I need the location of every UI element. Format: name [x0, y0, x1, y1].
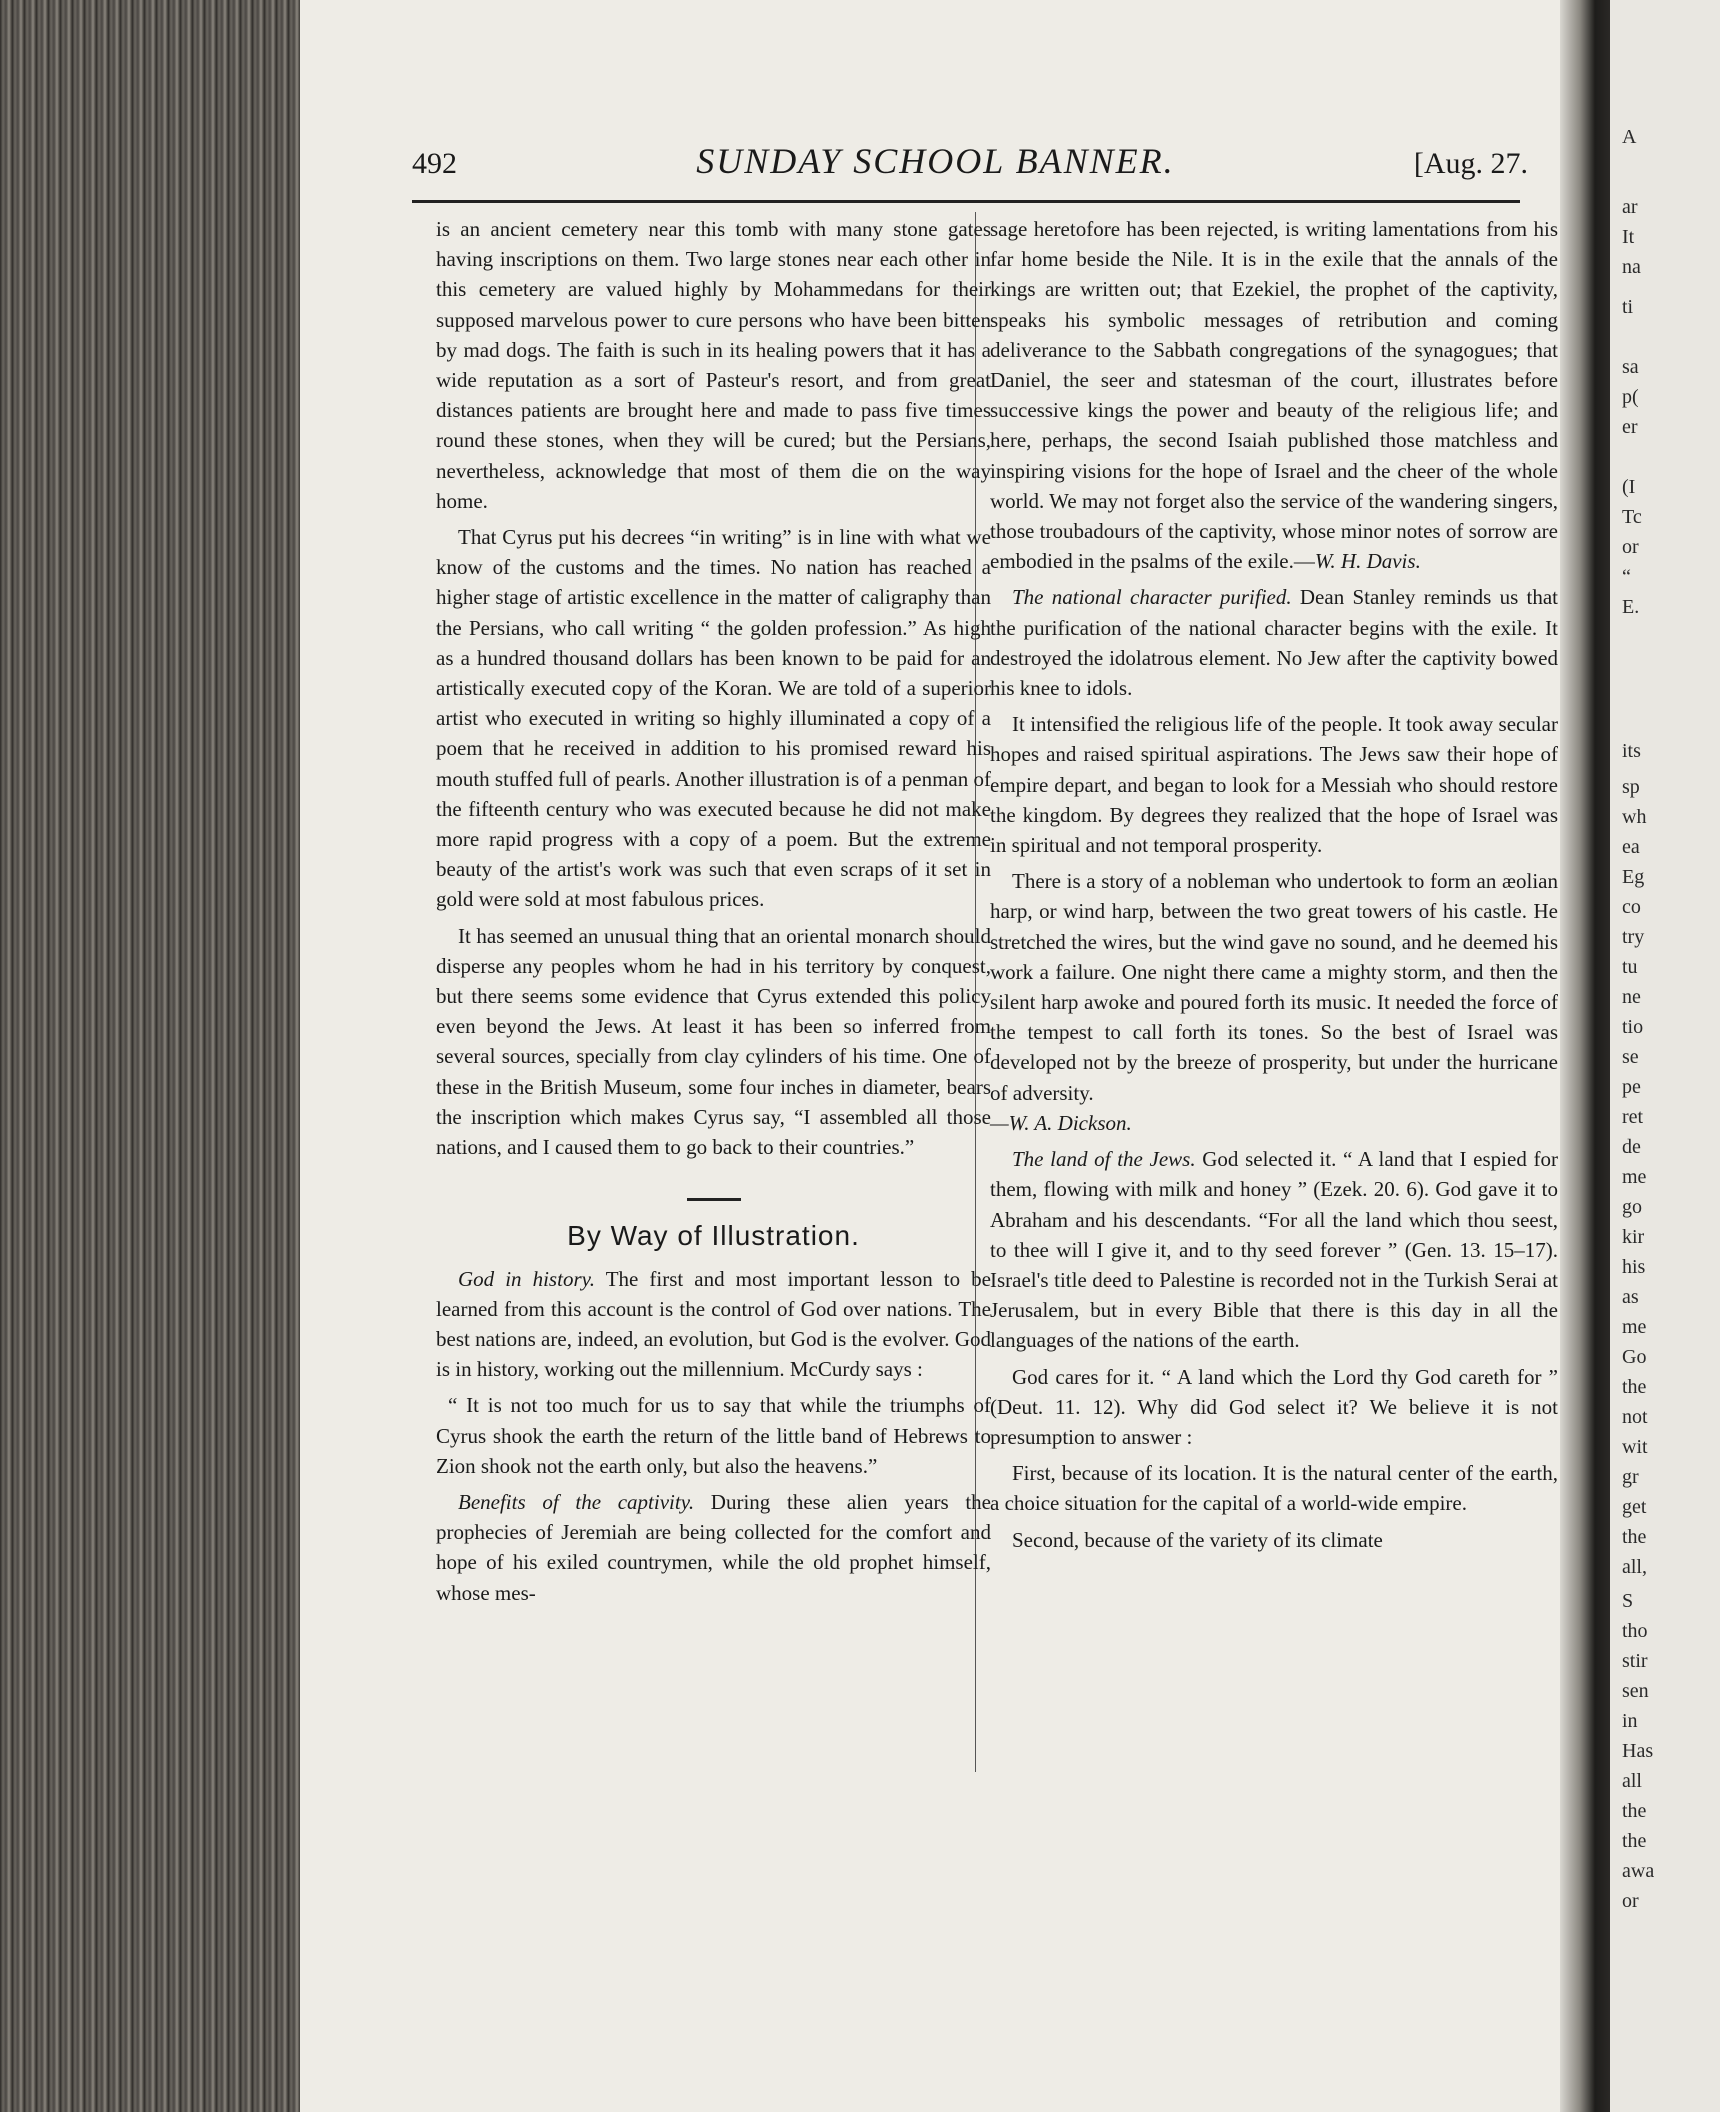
attribution: —W. A. Dickson. — [990, 1110, 1132, 1135]
paragraph-lead: The national character purified. — [1012, 585, 1292, 610]
quotation: “ It is not too much for us to say that while the triumphs of Cyrus shook the earth the return of the little band of Hebrews to Zion shook not the earth only, but also the heavens.” — [436, 1393, 991, 1478]
facing-page-text: in — [1622, 1710, 1638, 1732]
facing-page-text: Tc — [1622, 506, 1642, 528]
facing-page-text: all, — [1622, 1556, 1647, 1578]
facing-page-text: gr — [1622, 1466, 1639, 1488]
facing-page-text: the — [1622, 1526, 1647, 1548]
facing-page-text: tho — [1622, 1620, 1648, 1642]
paragraph — [436, 1264, 991, 1385]
facing-page-text: co — [1622, 896, 1641, 918]
facing-page-text: na — [1622, 256, 1641, 278]
facing-page-text: er — [1622, 416, 1638, 438]
facing-page-text: A — [1622, 126, 1637, 148]
facing-page-text: go — [1622, 1196, 1642, 1218]
facing-page-text: as — [1622, 1286, 1639, 1308]
page-number: 492 — [412, 147, 457, 180]
section-separator — [687, 1198, 741, 1201]
facing-page-text: ne — [1622, 986, 1641, 1008]
facing-page-text: Go — [1622, 1346, 1647, 1368]
paragraph — [990, 866, 1558, 1138]
facing-page-text: all — [1622, 1770, 1642, 1792]
paragraph — [436, 1487, 991, 1608]
publication-title: SUNDAY SCHOOL BANNER. — [696, 141, 1175, 181]
left-column — [436, 214, 991, 1614]
paragraph-body: God selected it. “ A land that I espied for them, flowing with milk and honey ” (Ezek. 20. 6). God gave it to Abraham and his descendants. “For all the land which thou seest, to thee will I give it, and to thy seed forever ” (Gen. 13. 15–17). Israel's title deed to Palestine is recorded not in the Turkish Serai at Jerusalem, but in every Bible that there is this day in all the languages of the nations of the earth. — [990, 1147, 1558, 1353]
paragraph — [990, 214, 1558, 576]
facing-page-text: awa — [1622, 1860, 1655, 1882]
paragraph-body: There is a story of a nobleman who undertook to form an æolian harp, or wind harp, between the two great towers of his castle. He stretched the wires, but the wind gave no sound, and he deemed his work a failure. One night there came a mighty storm, and then the silent harp awoke and poured forth its music. It needed the force of the tempest to call forth its tones. So the best of Israel was developed not by the breeze of prosperity, but under the hurricane of adversity. — [990, 869, 1558, 1105]
facing-page-text: the — [1622, 1800, 1647, 1822]
facing-page-text: Has — [1622, 1740, 1654, 1762]
facing-page-text: the — [1622, 1376, 1647, 1398]
paragraph: Second, because of the variety of its climate — [1012, 1527, 1383, 1552]
facing-page-text: “ — [1622, 566, 1631, 588]
facing-page-text: ret — [1622, 1106, 1644, 1128]
facing-page-text: de — [1622, 1136, 1641, 1158]
facing-page-text: p( — [1622, 386, 1639, 408]
facing-page-text: sen — [1622, 1680, 1649, 1702]
facing-page-text: his — [1622, 1256, 1646, 1278]
facing-page-text: sp — [1622, 776, 1640, 798]
facing-page-text: kir — [1622, 1226, 1645, 1248]
facing-page-text: (I — [1622, 476, 1636, 498]
header-rule — [412, 200, 1520, 203]
paragraph: That Cyrus put his decrees “in writing” is in line with what we know of the customs and the times. No nation has reached a higher stage of artistic excellence in the matter of caligraphy than the Persians, who call writing “ the golden profession.” As high as a hundred thousand dollars has been known to be paid for an artistically executed copy of the Koran. We are told of a superior artist who executed in writing so highly illuminated a copy of a poem that he received in addition to his promised reward his mouth stuffed full of pearls. Another illustration is of a penman of the fifteenth century who was executed because he did not make more rapid progress with a copy of a poem. But the extreme beauty of the artist's work was such that even scraps of it set in gold were sold at most fabulous prices. — [436, 525, 991, 912]
paragraph-lead: Benefits of the captivity. — [458, 1489, 695, 1514]
running-header — [412, 140, 1528, 184]
facing-page-text: stir — [1622, 1650, 1648, 1672]
paragraph-lead: The land of the Jews. — [1012, 1147, 1196, 1172]
attribution: W. H. Davis. — [1314, 549, 1421, 574]
right-column — [990, 214, 1558, 1561]
facing-page-text: wit — [1622, 1436, 1648, 1458]
paragraph: It has seemed an unusual thing that an oriental monarch should disperse any peoples whom he had in his territory by conquest, but there seems some evidence that Cyrus extended this policy even beyond the Jews. At least it has been so inferred from several sources, specially from clay cylinders of his time. One of these in the British Museum, some four inches in diameter, bears the inscription which makes Cyrus say, “I assembled all those nations, and I caused them to go back to their countries.” — [436, 923, 991, 1160]
facing-page-text: the — [1622, 1830, 1647, 1852]
facing-page-text: not — [1622, 1406, 1648, 1428]
paragraph-body: During these alien years the prophecies of Jeremiah are being collected for the comfort and hope of his exiled countrymen, while the old prophet himself, whose mes- — [436, 1489, 991, 1605]
facing-page-text: ti — [1622, 296, 1634, 318]
facing-page-text: tu — [1622, 956, 1638, 978]
issue-date: [Aug. 27. — [1413, 147, 1528, 180]
paragraph: It intensified the religious life of the people. It took away secular hopes and raised spiritual aspirations. The Jews saw their hope of empire depart, and began to look for a Messiah who should restore the kingdom. By degrees they realized that the hope of Israel was in spiritual and not temporal prosperity. — [990, 712, 1558, 858]
facing-page-text: or — [1622, 536, 1639, 558]
facing-page-text: sa — [1622, 356, 1639, 378]
paragraph-body: The first and most important lesson to be learned from this account is the control of God over nations. The best nations are, indeed, an evolution, but God is the evolver. God is in history, working out the millennium. McCurdy says : — [436, 1266, 991, 1382]
paragraph — [990, 1144, 1558, 1355]
facing-page-text: S — [1622, 1590, 1634, 1612]
facing-page-text: ar — [1622, 196, 1638, 218]
facing-page-text: se — [1622, 1046, 1639, 1068]
paragraph-body: sage heretofore has been rejected, is writing lamentations from his far home beside the Nile. It is in the exile that the annals of the kings are written out; that Ezekiel, the prophet of the captivity, speaks his symbolic messages of retribution and coming deliverance to the Sabbath congregations of the synagogues; that Daniel, the seer and statesman of the court, illustrates before successive kings the power and beauty of the religious life; and here, perhaps, the second Isaiah published those matchless and inspiring visions for the hope of Israel and the cheer of the whole world. We may not forget also the service of the wandering singers, those troubadours of the captivity, whose minor notes of sorrow are embodied in the psalms of the exile.— — [990, 217, 1558, 574]
book-page-edges — [0, 0, 300, 2112]
facing-page-text: E. — [1622, 596, 1640, 618]
facing-page-text: its — [1622, 740, 1641, 762]
paragraph: God cares for it. “ A land which the Lord thy God careth for ” (Deut. 11. 12). Why did God select it? We believe it is not presumption to answer : — [990, 1364, 1558, 1449]
paragraph — [990, 582, 1558, 703]
facing-page-text: ea — [1622, 836, 1640, 858]
facing-page-text: try — [1622, 926, 1645, 948]
facing-page-text: me — [1622, 1316, 1647, 1338]
paragraph: First, because of its location. It is the natural center of the earth, a choice situation for the capital of a world-wide empire. — [990, 1461, 1558, 1516]
paragraph-body: Dean Stanley reminds us that the purification of the national character begins with the exile. It destroyed the idolatrous element. No Jew after the captivity bowed his knee to idols. — [990, 585, 1558, 701]
facing-page-text: pe — [1622, 1076, 1641, 1098]
paragraph-lead: God in history. — [458, 1266, 596, 1291]
facing-page-text: wh — [1622, 806, 1647, 828]
facing-page-fragment — [1610, 0, 1720, 2112]
facing-page-text: Eg — [1622, 866, 1645, 888]
section-heading: By Way of Illustration. — [567, 1220, 860, 1252]
facing-page-text: tio — [1622, 1016, 1644, 1038]
book-gutter — [1560, 0, 1610, 2112]
facing-page-text: get — [1622, 1496, 1647, 1518]
facing-page-text: or — [1622, 1890, 1639, 1912]
page — [300, 0, 1560, 2112]
facing-page-text: me — [1622, 1166, 1647, 1188]
paragraph: is an ancient cemetery near this tomb with many stone gates having inscriptions on them. Two large stones near each other in this cemetery are valued highly by Mohammedans for their supposed marvelous power to cure persons who have been bitten by mad dogs. The faith is such in its healing powers that it has a wide reputation as a sort of Pasteur's resort, and from great distances patients are brought here and made to pass five times round these stones, when they will be cured; but the Persians, nevertheless, acknowledge that most of them die on the way home. — [436, 217, 991, 513]
facing-page-text: It — [1622, 226, 1635, 248]
